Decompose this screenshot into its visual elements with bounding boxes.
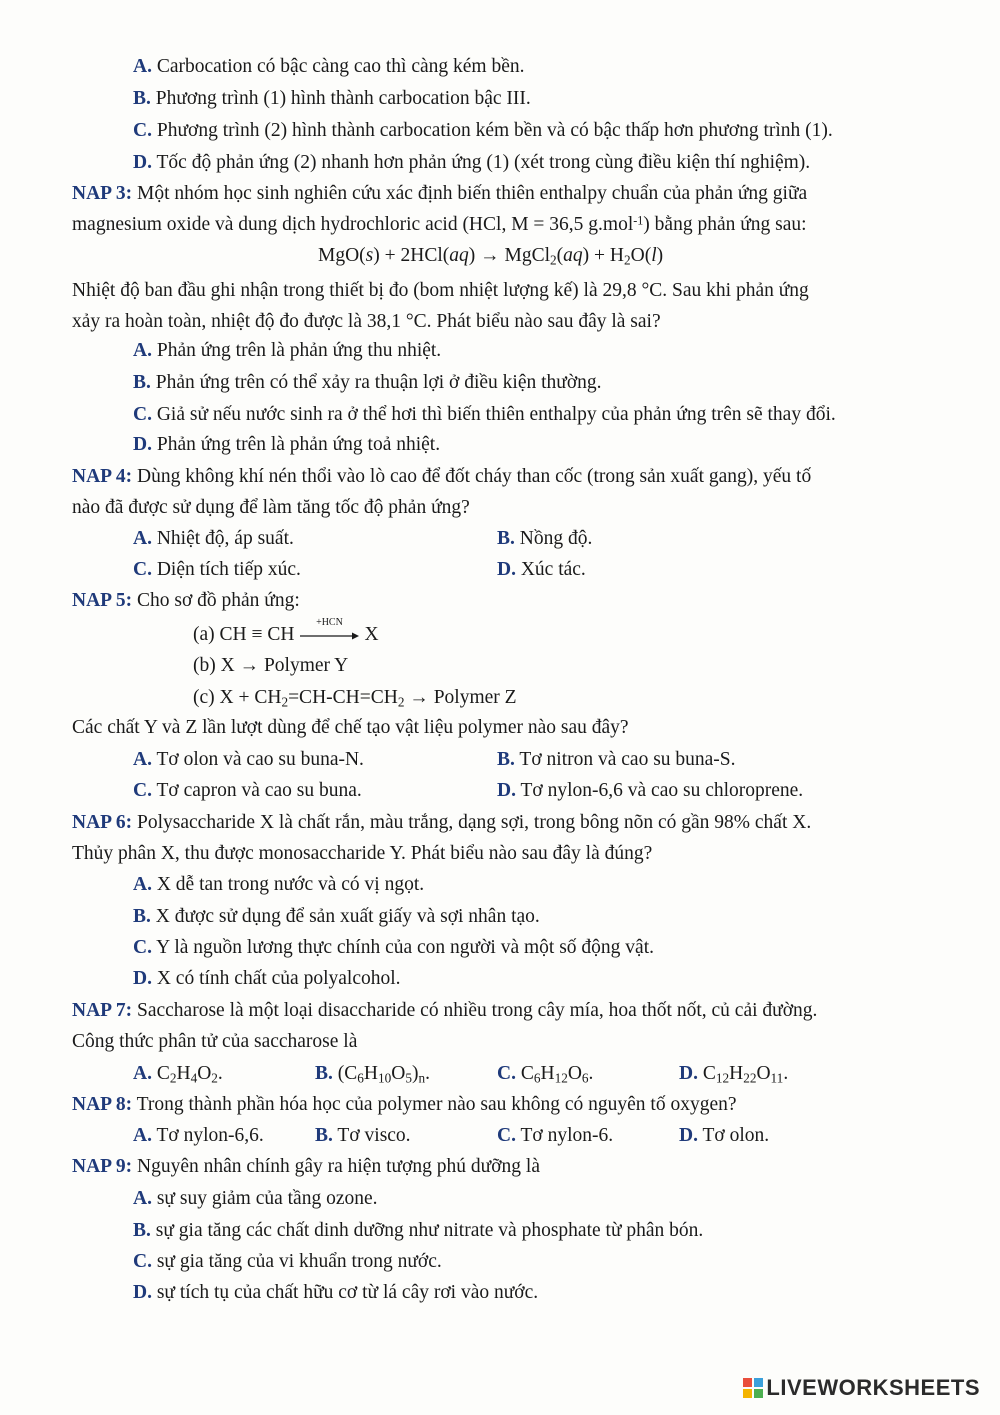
option-label: A.: [133, 528, 152, 549]
question-text: ) bằng phản ứng sau:: [643, 214, 807, 235]
option-label: B.: [315, 1125, 333, 1146]
option-label: B.: [133, 1220, 151, 1241]
nap8-option-d[interactable]: [679, 1125, 769, 1147]
nap8-option-b[interactable]: [315, 1125, 411, 1147]
option-label: C.: [133, 1251, 152, 1272]
nap3-question-line-2: [72, 214, 807, 236]
liveworksheets-logo-icon: [743, 1378, 763, 1398]
option-label: B.: [315, 1063, 333, 1084]
nap6-option-c[interactable]: [133, 937, 654, 959]
question-text: Trong thành phần hóa học của polymer nào sau không có nguyên tố oxygen?: [132, 1094, 737, 1115]
nap3-option-b[interactable]: [133, 372, 602, 394]
option-label: D.: [133, 434, 152, 455]
option-text: Tơ nylon-6,6.: [156, 1125, 264, 1146]
option-text: Phương trình (2) hình thành carbocation kém bền và có bậc thấp hơn phương trình (1).: [156, 120, 833, 141]
option-text: Tốc độ phản ứng (2) nhanh hơn phản ứng (1) (xét trong cùng điều kiện thí nghiệm).: [156, 152, 811, 173]
nap5-question-line-1: [72, 590, 300, 612]
nap9-question-line-1: [72, 1156, 540, 1178]
option-text: Carbocation có bậc càng cao thì càng kém bền.: [156, 56, 525, 77]
question-number: NAP 7:: [72, 1000, 133, 1021]
option-text: Xúc tác.: [520, 559, 586, 580]
question-text: Saccharose là một loại disaccharide có nhiều trong cây mía, hoa thốt nốt, củ cải đường.: [132, 1000, 818, 1021]
option-label: D.: [679, 1125, 698, 1146]
nap7-question-line-1: [72, 1000, 817, 1022]
option-label: B.: [497, 528, 515, 549]
nap7-option-d[interactable]: D. $C_{12}H_{22}O_{11}$.: [679, 1063, 789, 1086]
option-text: X dễ tan trong nước và có vị ngọt.: [156, 874, 425, 895]
liveworksheets-footer: [743, 1375, 980, 1401]
option-text: Tơ nylon-6.: [520, 1125, 614, 1146]
option-text: Diện tích tiếp xúc.: [156, 559, 301, 580]
superscript: -1: [633, 213, 644, 228]
nap9-option-d[interactable]: [133, 1282, 538, 1304]
option-text: Y là nguồn lương thực chính của con người và một số động vật.: [156, 937, 654, 958]
question-text: Thủy phân X, thu được monosaccharide Y. Phát biểu nào sau đây là đúng?: [72, 843, 653, 864]
question-number: NAP 6:: [72, 812, 133, 833]
question-text: Nhiệt độ ban đầu ghi nhận trong thiết bị đo (bom nhiệt lượng kế) là 29,8 °C. Sau khi phản ứng: [72, 280, 809, 301]
nap7-option-c[interactable]: C. $C_6H_{12}O_6$.: [497, 1063, 594, 1086]
nap9-option-a[interactable]: [133, 1188, 378, 1210]
nap2-option-c: [133, 120, 833, 142]
nap5-option-a[interactable]: [133, 749, 364, 771]
nap3-option-d[interactable]: [133, 434, 440, 456]
nap4-option-d[interactable]: [497, 559, 586, 581]
option-text: sự gia tăng các chất dinh dưỡng như nitrate và phosphate từ phân bón.: [155, 1220, 704, 1241]
option-label: A.: [133, 56, 152, 77]
nap3-question-line-1: [72, 183, 807, 205]
option-label: A.: [133, 749, 152, 770]
option-text: X được sử dụng để sản xuất giấy và sợi nhân tạo.: [155, 906, 540, 927]
option-text: Phương trình (1) hình thành carbocation bậc III.: [155, 88, 531, 109]
option-label: D.: [679, 1063, 698, 1084]
question-number: NAP 5:: [72, 590, 133, 611]
nap2-option-b: [133, 88, 531, 110]
option-label: D.: [133, 968, 152, 989]
nap7-option-b[interactable]: B. $(C_6H_{10}O_5)_n$.: [315, 1063, 430, 1086]
question-text: Dùng không khí nén thổi vào lò cao để đốt cháy than cốc (trong sản xuất gang), yếu tố: [132, 466, 812, 487]
nap9-option-b[interactable]: [133, 1220, 703, 1242]
nap3-option-a[interactable]: [133, 340, 441, 362]
option-text: Tơ olon.: [702, 1125, 770, 1146]
option-label: C.: [133, 404, 152, 425]
nap8-option-a[interactable]: [133, 1125, 264, 1147]
option-label: B.: [133, 372, 151, 393]
nap5-question-line-2: [72, 717, 629, 739]
option-label: D.: [133, 152, 152, 173]
option-text: Tơ olon và cao su buna-N.: [156, 749, 364, 770]
option-label: C.: [133, 120, 152, 141]
nap8-option-c[interactable]: [497, 1125, 613, 1147]
question-text: nào đã được sử dụng để làm tăng tốc độ phản ứng?: [72, 497, 470, 518]
nap8-question-line-1: [72, 1094, 737, 1116]
question-text: Một nhóm học sinh nghiên cứu xác định biến thiên enthalpy chuẩn của phản ứng giữa: [132, 183, 808, 204]
option-text: sự gia tăng của vi khuẩn trong nước.: [156, 1251, 442, 1272]
option-text: Tơ nylon-6,6 và cao su chloroprene.: [520, 780, 804, 801]
question-number: NAP 8:: [72, 1094, 133, 1115]
option-label: A.: [133, 874, 152, 895]
option-label: D.: [133, 1282, 152, 1303]
nap3-question-line-4: [72, 311, 661, 333]
reaction-arrow: +HCN: [298, 623, 360, 643]
footer-brand: LIVEWORKSHEETS: [766, 1375, 980, 1400]
nap4-option-b[interactable]: [497, 528, 592, 550]
nap6-question-line-1: [72, 812, 811, 834]
nap4-option-c[interactable]: [133, 559, 301, 581]
option-text: sự suy giảm của tầng ozone.: [156, 1188, 378, 1209]
nap4-option-a[interactable]: [133, 528, 294, 550]
question-number: NAP 4:: [72, 466, 133, 487]
nap5-reaction-b: (b) X → Polymer Y: [193, 655, 349, 676]
option-label: C.: [133, 559, 152, 580]
option-label: A.: [133, 1125, 152, 1146]
question-text: Nguyên nhân chính gây ra hiện tượng phú dưỡng là: [132, 1156, 540, 1177]
nap5-option-b[interactable]: [497, 749, 736, 771]
question-number: NAP 3:: [72, 183, 133, 204]
question-text: Polysaccharide X là chất rắn, màu trắng, dạng sợi, trong bông nõn có gần 98% chất X.: [132, 812, 812, 833]
nap2-option-a: [133, 56, 524, 78]
option-text: Phản ứng trên là phản ứng thu nhiệt.: [156, 340, 442, 361]
option-label: C.: [497, 1125, 516, 1146]
option-text: Giả sử nếu nước sinh ra ở thể hơi thì biến thiên enthalpy của phản ứng trên sẽ thay đổi.: [156, 404, 836, 425]
question-text: Cho sơ đồ phản ứng:: [132, 590, 300, 611]
option-text: Phản ứng trên là phản ứng toả nhiệt.: [156, 434, 441, 455]
nap3-question-line-3: [72, 280, 809, 302]
nap6-option-d[interactable]: [133, 968, 401, 990]
question-number: NAP 9:: [72, 1156, 133, 1177]
option-text: Nồng độ.: [519, 528, 593, 549]
option-label: D.: [497, 559, 516, 580]
option-text: Tơ capron và cao su buna.: [156, 780, 362, 801]
option-text: X có tính chất của polyalcohol.: [156, 968, 401, 989]
option-text: Nhiệt độ, áp suất.: [156, 528, 294, 549]
option-label: B.: [133, 906, 151, 927]
nap6-option-b[interactable]: [133, 906, 540, 928]
option-text: Tơ visco.: [337, 1125, 411, 1146]
option-label: C.: [497, 1063, 516, 1084]
nap4-question-line-1: [72, 466, 811, 488]
option-text: sự tích tụ của chất hữu cơ từ lá cây rơi vào nước.: [156, 1282, 539, 1303]
nap7-option-a[interactable]: A. $C_2H_4O_2$.: [133, 1063, 223, 1086]
nap2-option-d: [133, 152, 810, 174]
nap3-equation: MgO(s) + 2HCl(aq) → MgCl$_2$(aq) + $H_2O(l)$: [318, 245, 664, 268]
nap9-option-c[interactable]: [133, 1251, 442, 1273]
nap5-reaction-a: (a) CH ≡ CH +HCN X: [193, 617, 379, 645]
option-text: Tơ nitron và cao su buna-S.: [519, 749, 736, 770]
option-label: C.: [133, 780, 152, 801]
option-text: Phản ứng trên có thể xảy ra thuận lợi ở điều kiện thường.: [155, 372, 602, 393]
nap4-question-line-2: [72, 497, 470, 519]
nap3-option-c[interactable]: [133, 404, 836, 426]
nap5-option-c[interactable]: [133, 780, 362, 802]
nap6-option-a[interactable]: [133, 874, 424, 896]
option-label: C.: [133, 937, 152, 958]
option-label: A.: [133, 1188, 152, 1209]
question-text: xảy ra hoàn toàn, nhiệt độ đo được là 38,1 °C. Phát biểu nào sau đây là sai?: [72, 311, 661, 332]
question-text: Các chất Y và Z lần lượt dùng để chế tạo vật liệu polymer nào sau đây?: [72, 717, 629, 738]
question-text: Công thức phân tử của saccharose là: [72, 1031, 358, 1052]
option-label: B.: [133, 88, 151, 109]
nap6-question-line-2: [72, 843, 652, 865]
option-label: A.: [133, 340, 152, 361]
nap5-option-d[interactable]: [497, 780, 803, 802]
nap5-reaction-c: (c) $X + CH_2=CH-CH=CH_2$ → Polymer Z: [193, 687, 517, 710]
question-text: magnesium oxide và dung dịch hydrochloric acid (HCl, M = 36,5 g.mol: [72, 214, 634, 235]
option-label: A.: [133, 1063, 152, 1084]
option-label: D.: [497, 780, 516, 801]
option-label: B.: [497, 749, 515, 770]
nap7-question-line-2: [72, 1031, 357, 1053]
